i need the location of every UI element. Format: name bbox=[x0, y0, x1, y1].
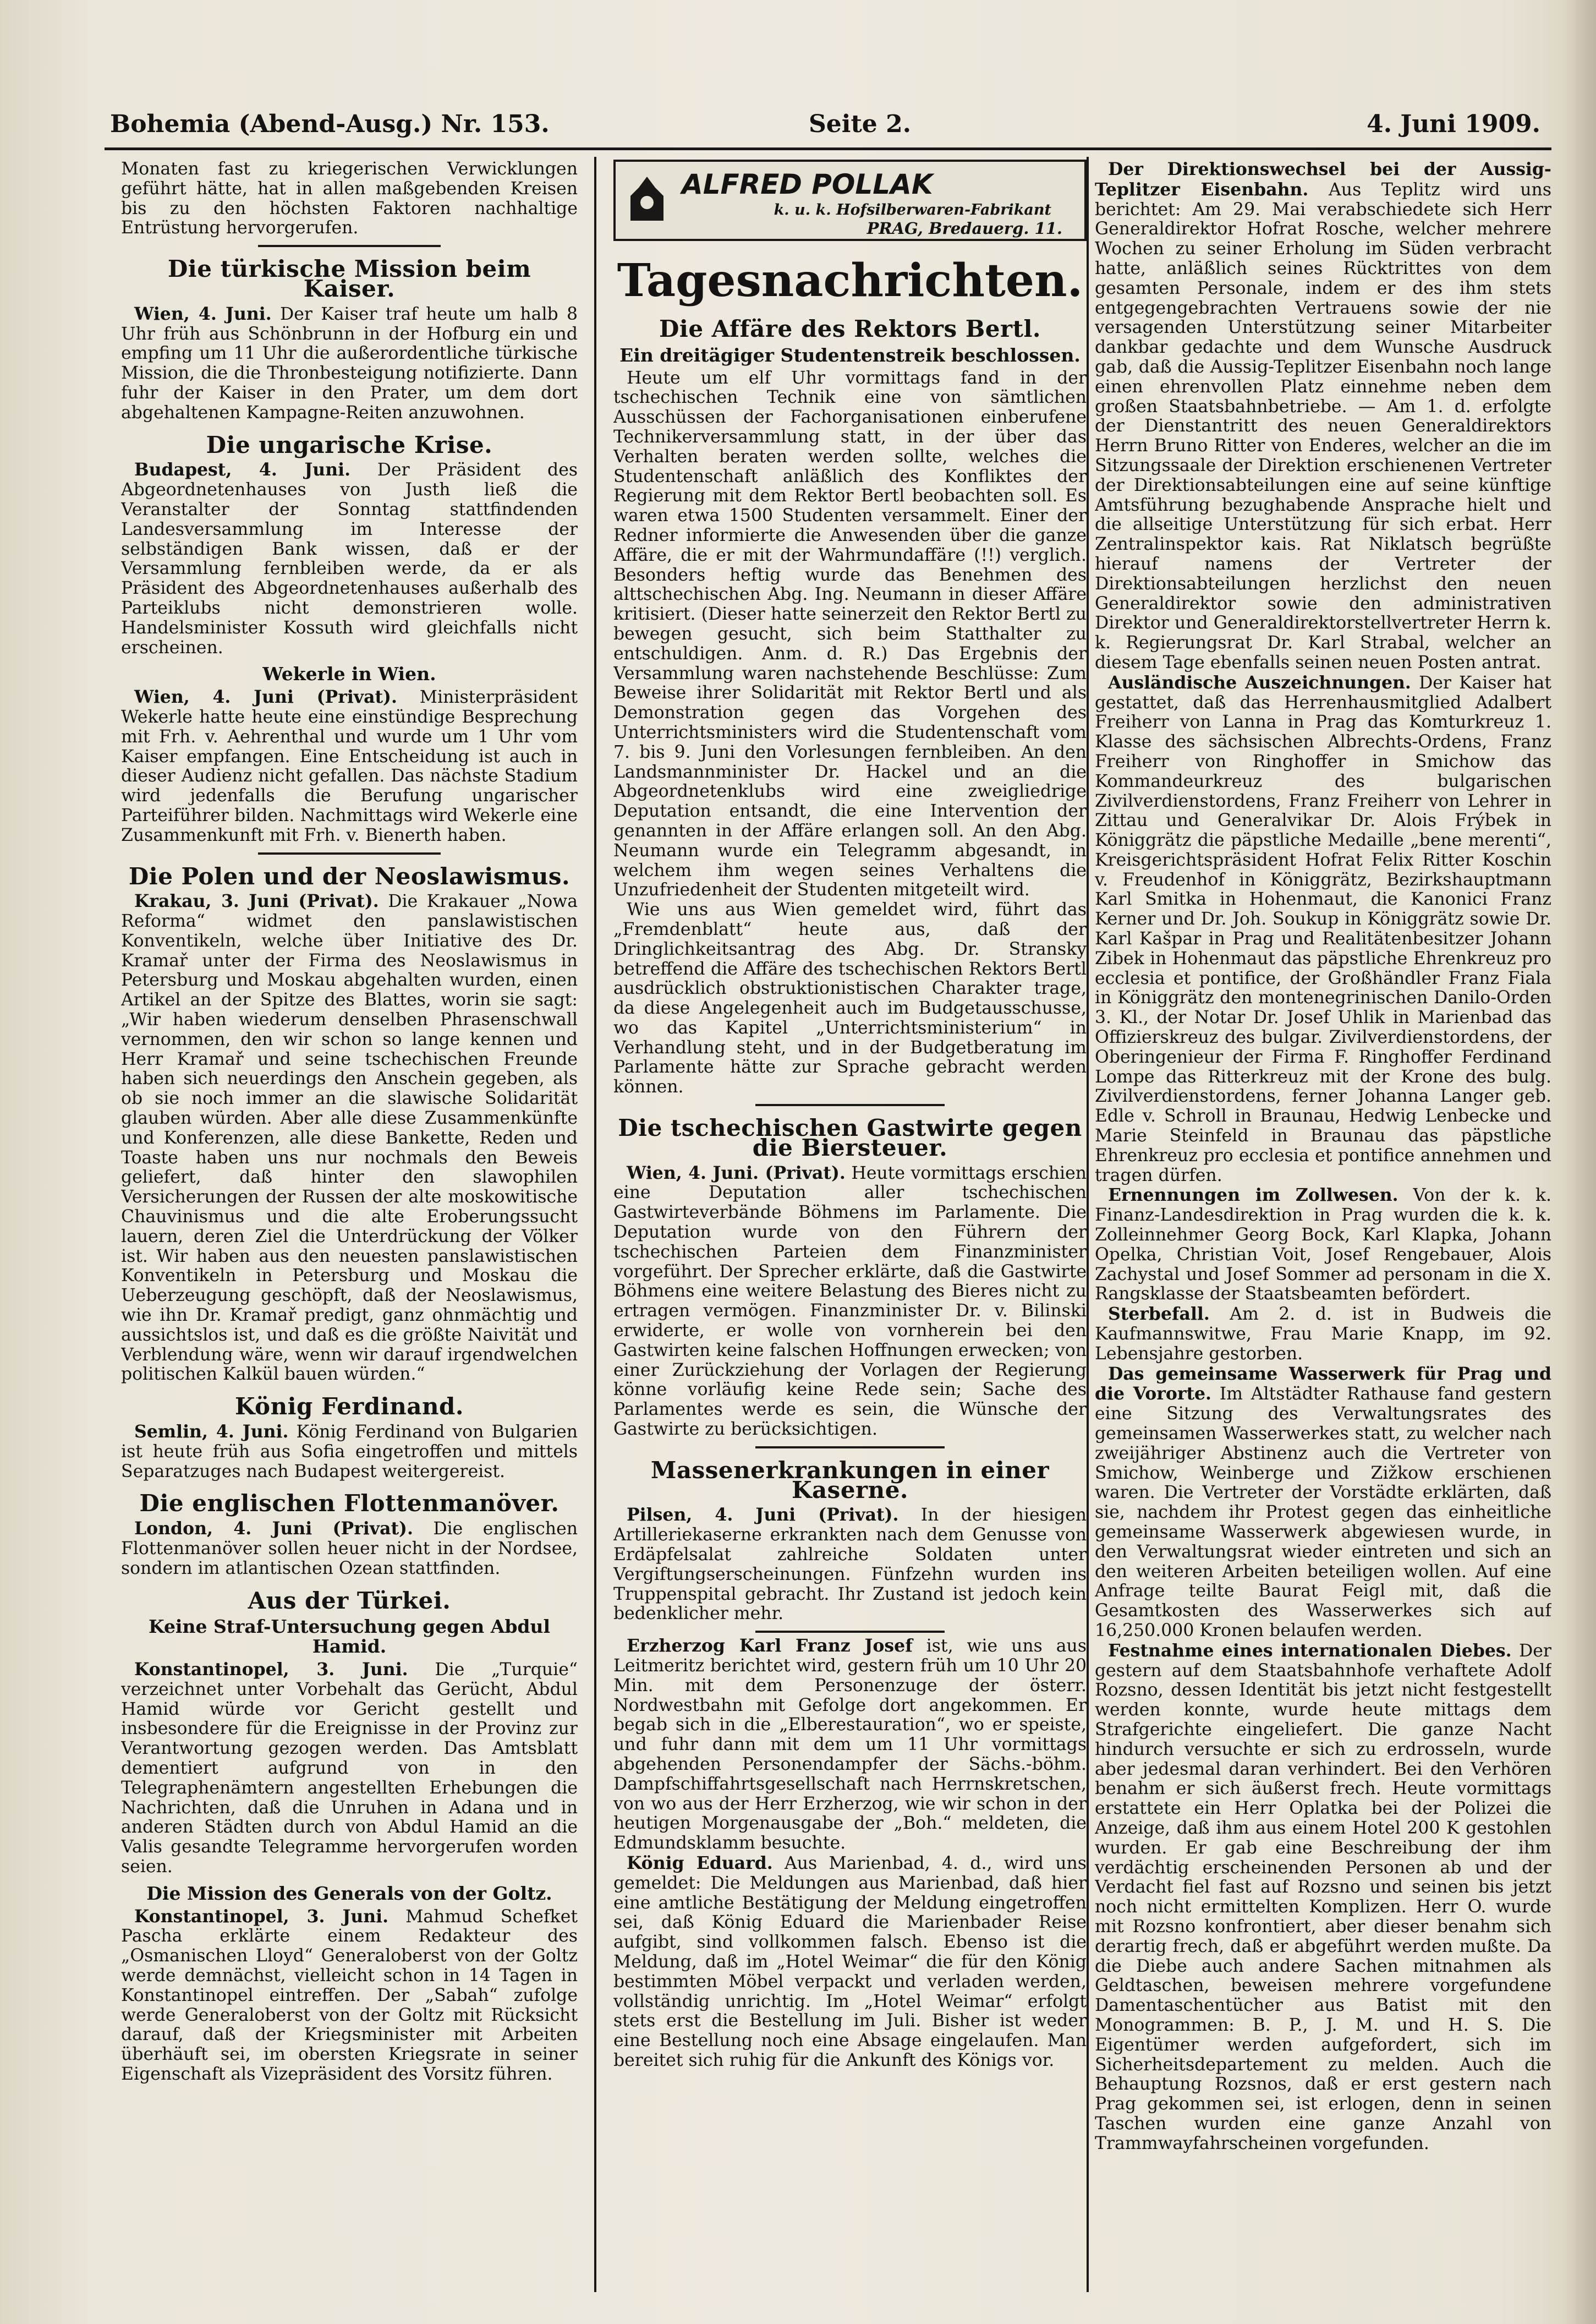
article-text: Von der k. k. Finanz-Landesdirektion in Prag wurden die k. k. Zolleinnehmer Georg Bock, Karl Klapka, Johann Opelka, Christian Voit, Josef Rengebauer, Alois Zachystal und Josef Sommer ad personam in die X. Rangsklasse der Staatsbeamten befördert. bbox=[1095, 1185, 1551, 1304]
column-1-text bbox=[121, 160, 578, 2085]
article-railway-directorate bbox=[1095, 160, 1551, 673]
dateline: London, 4. Juni (Privat). bbox=[134, 1518, 413, 1539]
column-1 bbox=[121, 160, 578, 2295]
dateline: Pilsen, 4. Juni (Privat). bbox=[627, 1505, 899, 1525]
article-waterworks bbox=[1095, 1364, 1551, 1641]
section-rule bbox=[258, 245, 441, 247]
section-title: Tagesnachrichten. bbox=[617, 254, 1083, 307]
advertisement-box bbox=[613, 160, 1087, 241]
dateline: Konstantinopel, 3. Juni. bbox=[134, 1906, 389, 1927]
column-2-text bbox=[613, 315, 1087, 2071]
masthead-rule bbox=[105, 147, 1551, 150]
headline-barracks-illness: Massenerkrankungen in einer Kaserne. bbox=[650, 1456, 1050, 1503]
dateline: Wien, 4. Juni (Privat). bbox=[134, 687, 397, 708]
dateline: Semlin, 4. Juni. bbox=[134, 1421, 289, 1442]
article-polish-neoslavism bbox=[121, 892, 578, 1385]
article-text: ist, wie uns aus Leitmeritz berichtet wird, gestern früh um 10 Uhr 20 Min. mit dem Personenzuge der österr. Nordwestbahn mit Gefolge dort angekommen. Er begab sich in die „Elberestauration“, wo er speiste, und fuhr dann mit dem um 11 Uhr vormittags abgehenden Personendampfer der Sächs.-böhm. Dampfschiffahrtsgesellschaft nach Herrnskretschen, von wo aus der Herr Erzherzog, wie wir schon in der heutigen Morgenausgabe der „Boh.“ meldeten, die Edmundsklamm besuchte. bbox=[613, 1636, 1087, 1853]
advertiser-name: ALFRED POLLAK bbox=[682, 168, 933, 200]
article-text: Die Krakauer „Nowa Reforma“ widmet den panslawistischen Konventikeln, welche über Initiative des Dr. Kramař unter der Firma des Neoslawismus in Petersburg und Moskau abgehalten wurden, einen Artikel an der Spitze des Blattes, worin sie sagt: „Wir haben wiederum denselben Phrasenschwall vernommen, den wir schon so lange kennen und Herr Kramař und seine tschechischen Freunde haben sich neuerdings den Anschein gegeben, als ob sie noch immer an die slawische Solidarität glauben würden. Aber alle diese Zusammenkünfte und Konferenzen, alle diese Bankette, Reden und Toaste haben uns nur nochmals den Beweis geliefert, daß hinter den slawophilen Versicherungen der Russen der alte moskowitische Chauvinismus und die alte Eroberungssucht lauern, deren Ziel die Unterdrückung der Völker ist. Wir haben aus den neuesten panslawistischen Konventikeln in Petersburg und Moskau die Ueberzeugung geschöpft, daß der Neoslawismus, wie ihn Dr. Kramař predigt, ganz ohnmächtig und aussichtslos ist, und daß es die größte Naivität und Verblendung wäre, wenn wir darauf irgendwelchen politischen Kalkül bauen würden.“ bbox=[121, 892, 578, 1385]
headline-fleet-maneuvers: Die englischen Flottenmanöver. bbox=[139, 1490, 560, 1517]
article-text: Mahmud Schefket Pascha erklärte einem Redakteur des „Osmanischen Lloyd“ Generaloberst von der Goltz werde demnächst, vielleicht schon in 14 Tagen in Konstantinopel eintreffen. Der „Sabah“ zufolge werde Generaloberst von der Goltz mit Rücksicht darauf, daß der Kriegsminister mit Arbeiten überhäuft sei, im obersten Kriegsrate in seiner Eigenschaft als Vizepräsident des Vorsitz führen. bbox=[121, 1906, 578, 2084]
article-king-edward bbox=[613, 1853, 1087, 2071]
page-edge-shadow bbox=[1563, 0, 1596, 2324]
article-hungarian-crisis bbox=[121, 460, 578, 658]
crown-logo-icon bbox=[628, 174, 666, 223]
issue-date: 4. Juni 1909. bbox=[1367, 110, 1540, 138]
article-turkish-mission bbox=[121, 304, 578, 423]
article-fleet-maneuvers bbox=[121, 1519, 578, 1578]
article-wekerle bbox=[121, 687, 578, 845]
page-number: Seite 2. bbox=[809, 110, 912, 138]
column-divider-1 bbox=[594, 157, 596, 2292]
article-death-notice bbox=[1095, 1304, 1551, 1364]
headline-polish-neoslavism: Die Polen und der Neoslawismus. bbox=[128, 862, 571, 890]
column-3 bbox=[1095, 160, 1551, 2295]
article-abdul-hamid bbox=[121, 1660, 578, 1877]
headline-goltz-mission: Die Mission des Generals von der Goltz. bbox=[146, 1882, 552, 1904]
section-rule bbox=[755, 1104, 945, 1106]
column-3-text bbox=[1095, 160, 1551, 2153]
advertiser-title: k. u. k. Hofsilberwaren-Fabrikant bbox=[774, 201, 1051, 218]
article-text: Heute vormittags erschien eine Deputation aller tschechischen Gastwirteverbände Böhmens im Parlamente. Die Deputation wurde von den Führern der tschechischen Parteien dem Finanzminister vorgeführt. Der Sprecher erklärte, daß die Gastwirte Böhmens eine weitere Belastung des Bieres nicht zu ertragen vermögen. Finanzminister Dr. v. Bilinski erwiderte, er wolle von vornherein bei den Gastwirten keine falschen Hoffnungen erwecken; von einer Zurückziehung der Vorlagen der Regierung könne vorläufig keine Rede sein; Sache des Parlamentes werde es sein, die Wünsche der Gastwirte zu berücksichtigen. bbox=[613, 1163, 1087, 1440]
article-lead: Ausländische Auszeichnungen. bbox=[1108, 672, 1411, 693]
article-text: König Ferdinand von Bulgarien ist heute früh aus Sofia eingetroffen und mittels Separatzuges nach Budapest weitergereist. bbox=[121, 1422, 578, 1481]
headline-turkey: Aus der Türkei. bbox=[248, 1587, 451, 1614]
section-rule bbox=[755, 1446, 945, 1448]
article-lead: Festnahme eines internationalen Diebes. bbox=[1108, 1640, 1512, 1661]
headline-king-ferdinand: König Ferdinand. bbox=[234, 1393, 464, 1420]
article-text: Der gestern auf dem Staatsbahnhofe verhaftete Adolf Rozsno, dessen Identität bis jetzt nicht festgestellt werden konnte, wurde heute mittags dem Strafgerichte eingeliefert. Die ganze Nacht hindurch versuchte er sich zu erdrosseln, wurde aber jedesmal daran verhindert. Bei den Verhören benahm er sich äußerst frech. Heute vormittags erstattete ein Herr Oplatka bei der Polizei die Anzeige, daß ihm aus einem Hotel 200 K gestohlen wurden. Er gab eine Beschreibung der ihm verdächtig erscheinenden Personen ab und der Verdacht fiel fast auf Rozsno und seinen bis jetzt noch nicht ermittelten Komplizen. Herr O. wurde mit Rozsno konfrontiert, aber dieser benahm sich derartig frech, daß er abgeführt werden mußte. Da die Diebe auch andere Sachen mitnahmen als Geldtaschen, beweisen mehrere vorgefundene Damentaschentücher aus Batist mit den Monogrammen: B. P., J. M. und H. S. Die Eigentümer werden aufgefordert, sich im Sicherheitsdepartement zu melden. Auch die Behauptung Rozsnos, daß er erst gestern nach Prag gekommen sei, ist erlogen, denn in seinen Taschen wurden eine ganze Anzahl von Trammwayfahrscheinen vorgefunden. bbox=[1095, 1641, 1551, 2153]
article-text: Der Kaiser traf heute um halb 8 Uhr früh aus Schönbrunn in der Hofburg ein und empfing um 11 Uhr die außerordentliche türkische Mission, die die Thronbesteigung notifizierte. Dann fuhr der Kaiser in den Prater, um dem dort abgehaltenen Kampagne-Reiten anzuwohnen. bbox=[121, 304, 578, 423]
headline-hungarian-crisis: Die ungarische Krise. bbox=[206, 431, 493, 458]
article-archduke bbox=[613, 1636, 1087, 1853]
dateline: Krakau, 3. Juni (Privat). bbox=[134, 891, 379, 912]
article-lead: Der Direktionswechsel bei der Aussig-Teplitzer Eisenbahn. bbox=[1095, 160, 1551, 200]
article-goltz-mission bbox=[121, 1907, 578, 2085]
article-king-ferdinand bbox=[121, 1422, 578, 1481]
article-text: Im Altstädter Rathause fand gestern eine Sitzung des Verwaltungsrates des gemeinsamen Wasserwerkes statt, zu welcher nach zweijähriger Abstinenz auch die Vertreter von Smichow, Weinberge und Zižkow erschienen waren. Die Vertreter der Vorstädte erklärten, daß sie, nachdem ihr Protest gegen das einheitliche gemeinsame Wasserwerk abgewiesen wurde, in den Verwaltungsrat wieder eintreten und sich an den weiteren Arbeiten beteiligen wollen. Auf eine Anfrage teilte Baurat Feigl mit, daß die Gesamtkosten des Wasserwerkes sich auf 16,250.000 Kronen belaufen werden. bbox=[1095, 1384, 1551, 1641]
article-text: Aus Teplitz wird uns berichtet: Am 29. Mai verabschiedete sich Herr Generaldirektor Hofrat Rosche, welcher mehrere Wochen zu seiner Erholung im Süden verbracht hatte, anläßlich seines Rücktrittes von dem gesamten Personale, indem er des ihm stets entgegengebrachten Vertrauens sowie der nie versagenden Unterstützung seiner Mitarbeiter dankbar gedachte und dem Wunsche Ausdruck gab, daß die Aussig-Teplitzer Eisenbahn noch lange einen ehrenvollen Platz einnehme neben dem großen Staatsbahnbetriebe. — Am 1. d. erfolgte der Dienstantritt des neuen Generaldirektors Herrn Bruno Ritter von Enderes, welcher an die im Sitzungssaale der Direktion erschienenen Vertreter der Direktionsabteilungen eine auf seine künftige Amtsführung bezughabende Ansprache hielt und die allseitige Unterstützung für sich erbat. Herr Zentralinspektor kais. Rat Niklatsch begrüßte hierauf namens der Vertreter der Direktionsabteilungen herzlichst den neuen Generaldirektor sowie den administrativen Direktor und Generaldirektorstellvertreter Herrn k. k. Regierungsrat Dr. Karl Strabal, welcher an diesem Tage ebenfalls seinen neuen Posten antrat. bbox=[1095, 179, 1551, 672]
section-rule bbox=[258, 852, 441, 855]
article-text: Am 2. d. ist in Budweis die Kaufmannswitwe, Frau Marie Knapp, im 92. Lebensjahre gestorben. bbox=[1095, 1304, 1551, 1364]
article-lead: Erzherzog Karl Franz Josef bbox=[627, 1636, 913, 1656]
article-text: Die englischen Flottenmanöver sollen heuer nicht in der Nordsee, sondern im atlantischen Ozean stattfinden. bbox=[121, 1519, 578, 1578]
section-rule bbox=[755, 1631, 945, 1633]
headline-turkish-mission: Die türkische Mission beim Kaiser. bbox=[167, 255, 531, 302]
subheadline-abdul-hamid: Keine Straf-Untersuchung gegen Abdul Hamid. bbox=[148, 1616, 551, 1658]
column-2 bbox=[613, 160, 1087, 2295]
paper-name: Bohemia (Abend-Ausg.) Nr. 153. bbox=[110, 110, 550, 138]
article-lead: König Eduard. bbox=[627, 1852, 773, 1873]
headline-wekerle: Wekerle in Wien. bbox=[262, 663, 436, 685]
dateline: Wien, 4. Juni. bbox=[134, 303, 272, 324]
column-divider-2 bbox=[1087, 157, 1089, 2292]
article-lead: Sterbefall. bbox=[1108, 1304, 1210, 1325]
dateline: Konstantinopel, 3. Juni. bbox=[134, 1659, 408, 1680]
article-rector-bertl-p1: Heute um elf Uhr vormittags fand in der tschechischen Technik eine von sämtlichen Ausschüssen der Fachorganisationen einberufene Technikerversammlung statt, in der über das Verhalten beraten werden sollte, welches die Studentenschaft anläßlich des Konfliktes der Regierung mit dem Rektor Bertl beobachten soll. Es waren etwa 1500 Studenten versammelt. Einer der Redner informierte die Anwesenden über die ganze Affäre, die er mit der Wahrmundaffäre (!!) verglich. Besonders heftig wurde das Benehmen des alttschechischen Abg. Ing. Neumann in dieser Affäre kritisiert. (Dieser hatte seinerzeit den Rektor Bertl zu bewegen gesucht, sich beim Statthalter zu entschuldigen. Anm. d. R.) Das Ergebnis der Versammlung waren nachstehende Beschlüsse: Zum Beweise ihrer Solidarität mit Rektor Bertl und als Demonstration gegen das Vorgehen des Unterrichtsministers wird die Studentenschaft vom 7. bis 9. Juni den Vorlesungen fernbleiben. An den Landsmannminister Dr. Hackel und an die Abgeordnetenklubs wird eine zweigliedrige Deputation entsandt, die eine Intervention der genannten in der Affäre erlangen soll. An den Abg. Neumann wurde ein Telegramm abgesandt, in welchem ihm wegen seines Verhaltens die Unzufriedenheit der Studenten mitgeteilt wird. bbox=[613, 368, 1087, 900]
article-text: Aus Marienbad, 4. d., wird uns gemeldet: Die Meldungen aus Marienbad, daß hier eine amtliche Bestätigung der Meldung eingetroffen sei, daß König Eduard die Marienbader Reise aufgibt, sind vollkommen falsch. Ebenso ist die Meldung, daß im „Hotel Weimar“ die für den König bestimmten Möbel verpackt und verladen werden, vollständig unrichtig. Im „Hotel Weimar“ erfolgt stets erst die Bestellung im Juli. Bisher ist weder eine Bestellung noch eine Absage eingelaufen. Man bereitet sich ruhig für die Ankunft des Königs vor. bbox=[613, 1853, 1087, 2070]
headline-rector-bertl: Die Affäre des Rektors Bertl. bbox=[659, 315, 1041, 342]
headline-czech-innkeepers: Die tschechischen Gastwirte gegen die Biersteuer. bbox=[618, 1114, 1082, 1161]
subheadline-student-strike: Ein dreitägiger Studentenstreik beschlossen. bbox=[619, 344, 1081, 366]
article-text: Der Kaiser hat gestattet, daß das Herrenhausmitglied Adalbert Freiherr von Lanna in Prag das Komturkreuz 1. Klasse des sächsischen Albrechts-Ordens, Franz Freiherr von Ringhoffer in Smichow das Kommandeurkreuz des bulgarischen Zivilverdienstordens, Franz Freiherr von Lehrer in Zittau und Generalvikar Dr. Alois Frýbek in Königgrätz die päpstliche Medaille „bene merenti“, Kreisgerichtspräsident Hofrat Felix Ritter Koschin v. Freudenhof in Königgrätz, Bezirkshauptmann Karl Smitka in Hohenmaut, die Kanonici Franz Kerner und Dr. Joh. Soukup in Königgrätz sowie Dr. Karl Kašpar in Prag und Realitätenbesitzer Johann Zibek in Hohenmaut das päpstliche Ehrenkreuz pro ecclesia et pontifice, der Großhändler Franz Fiala in Königgrätz den montenegrinischen Danilo-Orden 3. Kl., der Notar Dr. Josef Uhlik in Marienbad das Offizierskreuz des bulgar. Zivilverdienstordens, der Oberingenieur der Firma F. Ringhoffer Ferdinand Lompe das Ritterkreuz mit der Krone des bulg. Zivilverdienstordens, ferner Johanna Langer geb. Edle v. Schroll in Braunau, Hedwig Lenbecke und Marie Steinfeld in Braunau das päpstliche Ehrenkreuz pro ecclesia et pontifice annehmen und tragen dürfen. bbox=[1095, 672, 1551, 1185]
article-thief-arrest bbox=[1095, 1641, 1551, 2154]
article-czech-innkeepers bbox=[613, 1163, 1087, 1440]
article-text: In der hiesigen Artilleriekaserne erkrankten nach dem Genusse von Erdäpfelsalat zahlreiche Soldaten unter Vergiftungserscheinungen. Fünfzehn wurden ins Truppenspital gebracht. Ihr Zustand ist jedoch kein bedenklicher mehr. bbox=[613, 1505, 1087, 1624]
dateline: Wien, 4. Juni. (Privat). bbox=[627, 1162, 846, 1183]
advertiser-address: PRAG, Bredauerg. 11. bbox=[866, 219, 1062, 238]
article-foreign-decorations bbox=[1095, 673, 1551, 1186]
article-text: Der Präsident des Abgeordnetenhauses von Justh ließ die Veranstalter der Sonntag stattfindenden Landesversammlung im Interesse der selbständigen Bank wissen, daß er der Versammlung fernbleiben werde, da er als Präsident des Abgeordnetenhauses außerhalb des Parteiklubs nicht demonstrieren wolle. Handelsminister Kossuth wird gleichfalls nicht erscheinen. bbox=[121, 460, 578, 658]
article-lead: Ernennungen im Zollwesen. bbox=[1108, 1185, 1398, 1206]
article-text: Die „Turquie“ verzeichnet unter Vorbehalt das Gerücht, Abdul Hamid würde vor Gericht gestellt und insbesondere für die Ereignisse in der Provinz zur Verantwortung gezogen werden. Das Amtsblatt dementiert aufgrund von in den Telegraphenämtern angestellten Erhebungen die Nachrichten, daß die Unruhen in Adana und in anderen Städten durch von Abdul Hamid an die Valis gesandte Telegramme hervorgerufen worden seien. bbox=[121, 1659, 578, 1877]
article-lead: Das gemeinsame Wasserwerk für Prag und die Vororte. bbox=[1095, 1363, 1551, 1404]
article-text: Ministerpräsident Wekerle hatte heute eine einstündige Besprechung mit Frh. v. Aehrenthal und wurde um 1 Uhr vom Kaiser empfangen. Eine Entscheidung ist auch in dieser Audienz nicht gefallen. Das nächste Stadium wird jedenfalls die Berufung ungarischer Parteiführer bilden. Nachmittags wird Wekerle eine Zusammenkunft mit Frh. v. Bienerth haben. bbox=[121, 687, 578, 845]
dateline: Budapest, 4. Juni. bbox=[134, 460, 351, 480]
article-customs-appointments bbox=[1095, 1185, 1551, 1304]
article-rector-bertl-p2: Wie uns aus Wien gemeldet wird, führt das „Fremdenblatt“ heute aus, daß der Dringlichkeitsantrag des Abg. Dr. Stransky betreffend die Affäre des tschechischen Rektors Bertl ausdrücklich obstruktionistischen Charakter trage, da diese Angelegenheit auch im Budgetausschusse, wo das Kapitel „Unterrichtsministerium“ in Verhandlung steht, und in der Budgetberatung im Parlamente hätte zur Sprache gebracht werden können. bbox=[613, 900, 1087, 1097]
masthead bbox=[110, 110, 1540, 149]
article-barracks-illness bbox=[613, 1505, 1087, 1624]
intro-paragraph: Monaten fast zu kriegerischen Verwicklungen geführt hätte, hat in allen maßgebenden Kreisen bis zu den höchsten Faktoren nachhaltige Entrüstung hervorgerufen. bbox=[121, 160, 578, 238]
